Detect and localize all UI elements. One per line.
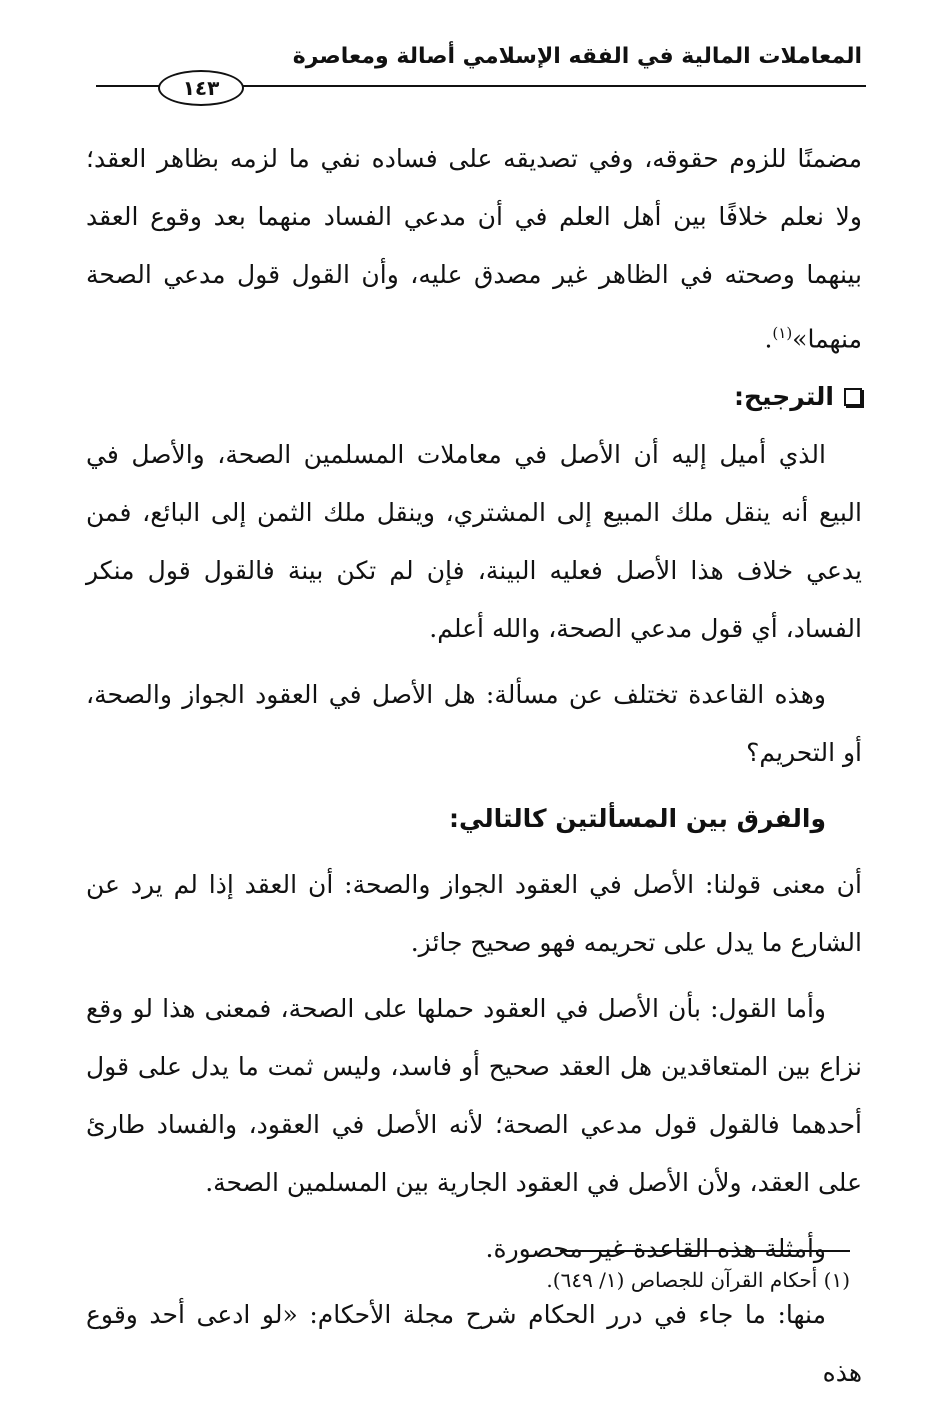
footnote-ref: (١): [772, 324, 793, 342]
paragraph-examples: وأمثلة هذه القاعدة غير محصورة.: [485, 1234, 826, 1264]
paragraph-difference-heading: والفرق بين المسألتين كالتالي:: [448, 804, 826, 834]
section-heading-label: الترجيح:: [734, 382, 834, 412]
paragraph-distinction: وهذه القاعدة تختلف عن مسألة: هل الأصل في العقود الجواز والصحة، أو التحريم؟: [86, 680, 862, 768]
footnote-separator: [560, 1250, 850, 1252]
paragraph-example-one: منها: ما جاء في درر الحكام شرح مجلة الأحكام: «لو ادعى أحد وقوع هذه: [86, 1300, 862, 1388]
paragraph-preference: الذي أميل إليه أن الأصل في معاملات المسلمين الصحة، والأصل في البيع أنه ينقل ملك المبيع إلى المشتري، وينقل ملك الثمن إلى البائع، فمن يدعي خلاف هذا الأصل فعليه البينة، فإن لم تكن بينة فالقول قول منكر الفساد، أي قول مدعي الصحة، والله أعلم.: [86, 440, 862, 644]
page-number-badge: ١٤٣: [158, 70, 244, 106]
main-text: [86, 130, 862, 1402]
paragraph-dispute: وأما القول: بأن الأصل في العقود حملها على الصحة، فمعنى هذا لو وقع نزاع بين المتعاقدين هل العقد صحيح أو فاسد، وليس ثمت ما يدل على قول أحدهما فالقول قول مدعي الصحة؛ لأنه الأصل في العقود، والفساد طارئ على العقد، ولأن الأصل في العقود الجارية بين المسلمين الصحة.: [86, 994, 862, 1198]
paragraph-meaning: أن معنى قولنا: الأصل في العقود الجواز والصحة: أن العقد إذا لم يرد عن الشارع ما يدل على تحريمه فهو صحيح جائز.: [86, 870, 862, 958]
footnote-1: (١) أحكام القرآن للجصاص (١/ ٦٤٩).: [546, 1268, 850, 1292]
paragraph-quote-end: مضمنًا للزوم حقوقه، وفي تصديقه على فساده نفي ما لزمه بظاهر العقد؛ ولا نعلم خلافًا بين أهل العلم في أن مدعي الفساد منهما بعد وقوع العقد بينهما وصحته في الظاهر غير مصدق عليه، وأن القول قول مدعي الصحة منهما»$^{(١)}$.: [86, 144, 862, 354]
running-header-title: المعاملات المالية في الفقه الإسلامي أصالة ومعاصرة: [292, 44, 862, 69]
square-bullet-icon: [844, 388, 862, 406]
section-heading: [86, 368, 862, 426]
